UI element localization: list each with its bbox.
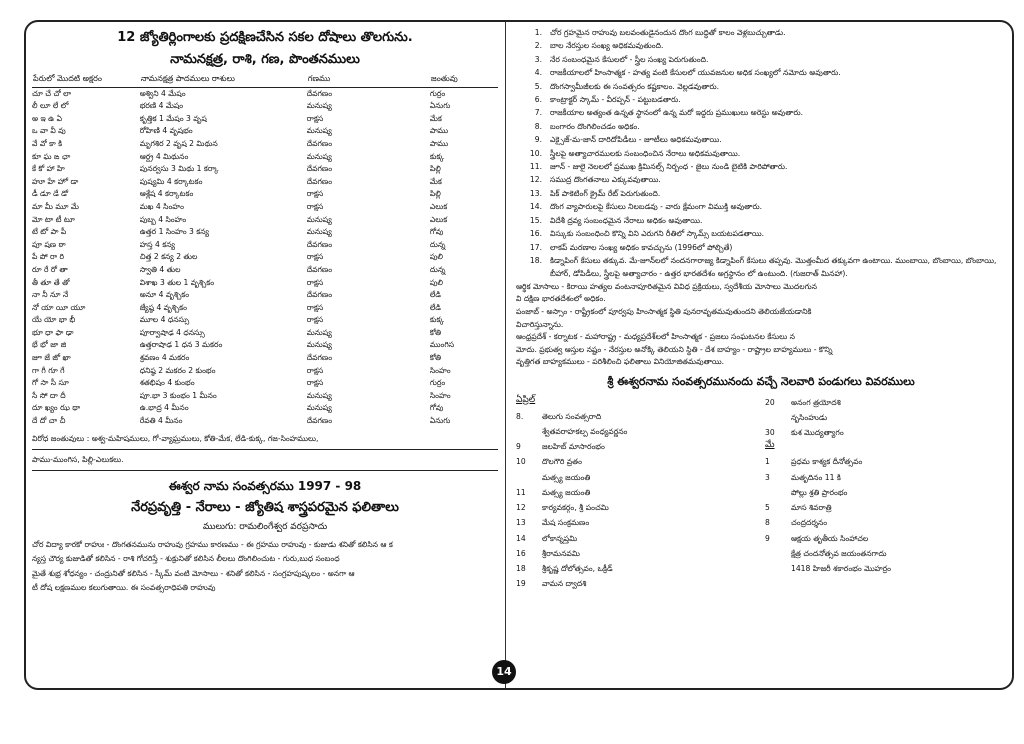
festival-column-april	[516, 395, 757, 591]
cell-letters: సే సో దా దీ	[32, 390, 66, 400]
cell-gana: రాక్షస	[306, 252, 324, 262]
cell-nakshatra: శతభిషం 4 కుంభం	[139, 378, 195, 388]
item-text: బాల నేరస్తుల సంఖ్య అధికమవుతుంది.	[550, 41, 664, 51]
list-item	[516, 160, 1006, 173]
festival-name: 1418 హిజరీ శకారంభం మొహర్రం	[791, 563, 891, 573]
festival-name: మతృదినం 11 కి	[791, 472, 841, 482]
festival-entry	[765, 561, 1006, 576]
table-row	[32, 365, 498, 378]
festival-date	[516, 470, 542, 485]
cell-nakshatra: చిత్త 2 కన్య 2 తుల	[139, 252, 198, 262]
cell-letters: మో టా టీ టూ	[32, 214, 75, 224]
table-row	[32, 226, 498, 239]
cell-gana: మనుష్య	[306, 151, 332, 161]
cell-gana: మనుష్య	[306, 340, 332, 350]
festival-date: 9	[765, 533, 770, 543]
crime-section-title: నేరప్రవృత్తి - నేరాలు - జ్యోతిష శాస్త్రపరమైన ఫలితాలు	[131, 499, 399, 515]
paragraph-line: మైతే శుభ్ర శోధన్యం - చంద్రునితో కలిసిన - స్కీమ్ వంటి మోసాలు - శనితో కలిసిన - సంగ్రహపుష్కలం - అనగా ఆ	[32, 568, 355, 578]
paragraph-line: వృత్తిగత బాహ్యకములు - పరిశీలించి ఫలితాలు వినియోజితమవుతాయి.	[516, 357, 725, 367]
item-number: 3.	[534, 54, 542, 64]
festival-date	[765, 485, 791, 500]
cell-animal: సింహం	[429, 365, 451, 375]
cell-animal: పిల్లి	[429, 189, 441, 199]
table-row	[32, 176, 498, 189]
festival-entry	[765, 515, 1006, 530]
festival-date: 8.	[516, 411, 524, 421]
festival-entry	[765, 500, 1006, 515]
paragraph-economic	[516, 281, 1006, 306]
cell-nakshatra: విశాఖ 3 తుల 1 వృశ్చికం	[139, 277, 215, 287]
item-number: 5.	[534, 81, 542, 91]
table-row	[32, 277, 498, 290]
list-item	[516, 80, 1006, 93]
cell-animal: పిల్లి	[429, 164, 441, 174]
item-text: పిక్ పాకెటింగ్ క్రైమ్ రేట్ పెరుగుతుంది.	[550, 188, 661, 198]
cell-letters: జూ జే జో ఖా	[32, 353, 71, 363]
item-number: 2.	[534, 41, 542, 51]
item-number: 18.	[529, 255, 542, 265]
cell-gana: దేవగణం	[306, 138, 333, 148]
table-row	[32, 302, 498, 315]
cell-nakshatra: మృగశిర 2 వృష 2 మిథున	[139, 138, 218, 148]
festival-entry	[516, 576, 757, 591]
cell-gana: రాక్షస	[306, 277, 324, 287]
cell-nakshatra: కృత్తిక 1 మేషం 3 వృష	[139, 113, 207, 123]
cell-nakshatra: ఉత్తరాషాఢ 1 ధన 3 మకరం	[139, 340, 223, 350]
cell-letters: రూ రే రో తా	[32, 264, 68, 274]
cell-nakshatra: శ్రవణం 4 మకరం	[139, 353, 190, 363]
festival-date: 20	[765, 397, 775, 407]
paragraph-line: వి దక్షిణ భారతదేశంలో అధికం.	[516, 294, 606, 304]
item-number: 12.	[529, 175, 542, 185]
intro-paragraph	[32, 538, 498, 596]
festival-name: మత్స్య జయంతి	[542, 472, 591, 482]
festival-entry	[765, 485, 1006, 500]
festival-date: 1	[765, 457, 770, 467]
list-item	[516, 241, 1006, 254]
festival-name: మాస శివరాత్రి	[791, 503, 832, 513]
paragraph-line: విచారిస్తున్నాను.	[516, 319, 564, 329]
cell-animal: గోవు	[429, 227, 444, 237]
cell-nakshatra: ఉ.భాద్ర 4 మీనం	[139, 403, 189, 413]
cell-animal: ముంగిస	[429, 340, 455, 350]
cell-nakshatra: పుబ్బ 4 సింహం	[139, 214, 187, 224]
cell-letters: పే పో రా రి	[32, 252, 64, 262]
festival-entry	[516, 546, 757, 561]
festival-entry	[516, 561, 757, 576]
list-item	[516, 147, 1006, 160]
cell-gana: రాక్షస	[306, 189, 324, 199]
cell-letters: లీ లూ లే లో	[32, 101, 69, 111]
cell-nakshatra: పూ.భా 3 కుంభం 1 మీనం	[139, 390, 217, 400]
festival-entry	[516, 409, 757, 424]
item-text: ఎక్సైజ్-మ-జాన్ దారిదోపిడీలు - జూటీలు అధికమవుతాయి.	[550, 135, 722, 145]
festival-name: శ్వేతవరాహకల్ప వంధ్యవర్ణనం	[542, 427, 628, 437]
cell-gana: రాక్షస	[306, 378, 324, 388]
festival-name: వామన ద్వాదశి	[542, 579, 587, 589]
cell-animal: ఎలుక	[429, 214, 448, 224]
cell-animal: గుర్రం	[429, 88, 446, 98]
cell-nakshatra: ఉత్తర 1 సింహం 3 కన్య	[139, 227, 209, 237]
festival-entry	[516, 470, 757, 485]
cell-nakshatra: హస్త 4 కన్య	[139, 239, 175, 249]
festival-name: తెలుగు సంవత్సరాది	[542, 411, 602, 421]
festival-name: పోల్లు శ్రతి ప్రారంభం	[791, 487, 848, 497]
col-header-nakshatra: నామనక్షత్ర పాదములు రాశులు	[140, 72, 307, 87]
cell-gana: మనుష్య	[306, 403, 332, 413]
cell-nakshatra: మఖ 4 సింహం	[139, 201, 184, 211]
list-item	[516, 227, 1006, 240]
paragraph-states	[516, 331, 1006, 369]
table-row	[32, 264, 498, 277]
list-item	[516, 39, 1006, 52]
table-row	[32, 125, 498, 138]
cell-nakshatra: అశ్విని 4 మేషం	[139, 88, 186, 98]
festival-name: చంద్రదర్శనం	[791, 518, 828, 528]
festival-name: శ్రీరామనవమి	[542, 548, 580, 558]
cell-gana: మనుష్య	[306, 227, 332, 237]
festival-date: 12	[516, 503, 526, 513]
festival-date	[765, 546, 791, 561]
cell-animal: కోతి	[429, 327, 442, 337]
item-number: 11.	[529, 162, 542, 172]
list-item	[516, 120, 1006, 133]
festival-heading: శ్రీ ఈశ్వరనామ సంవత్సరమునందు వచ్చే నెలవారి పండుగలు వివరములు	[607, 374, 915, 388]
cell-gana: దేవగణం	[306, 353, 333, 363]
cell-nakshatra: రేవతి 4 మీనం	[139, 416, 183, 426]
cell-gana: మనుష్య	[306, 126, 332, 136]
list-item	[516, 187, 1006, 200]
cell-nakshatra: పూర్వాషాఢ 4 ధనస్సు	[139, 327, 205, 337]
festival-name: కార్యవకర్గం, శ్రీ పంచమి	[542, 503, 609, 513]
item-number: 4.	[534, 68, 542, 78]
festival-name: జలహిబ్ మాసారంభం	[542, 442, 605, 452]
cell-gana: దేవగణం	[306, 264, 333, 274]
item-text: లాకప్ మరణాల సంఖ్య అధికం కావచ్చును (1996లో పోల్చితే)	[550, 242, 733, 252]
list-item	[516, 66, 1006, 79]
list-item	[516, 53, 1006, 66]
festival-entry	[765, 531, 1006, 546]
cell-letters: నో యా యీ యూ	[32, 302, 86, 312]
cell-nakshatra: ఆశ్లేష 4 కర్కాటకం	[139, 189, 194, 199]
item-text: చోర గ్రహమైన రాహువు బలవంతుడైనందున దొంగ బుద్ధితో కాలం వెళ్లబుచ్చుతాడు.	[550, 28, 786, 37]
item-number: 15.	[529, 215, 542, 225]
festival-date: 5	[765, 503, 770, 513]
cell-nakshatra: ధనిష్ఠ 2 మకరం 2 కుంభం	[139, 365, 216, 375]
cell-letters: భే భో జా జి	[32, 340, 67, 350]
cell-nakshatra: జ్యేష్ఠ 4 వృశ్చికం	[139, 302, 187, 312]
paragraph-line: పంజాబ్ - అస్సాం - రాష్ట్రీకంలో పూర్వపు హింసాత్మక స్థితి పునరావృతమవుతుందని తెలియజేయడానికి	[516, 306, 812, 316]
rule-line	[32, 449, 498, 450]
festival-entry	[516, 485, 757, 500]
column-divider	[505, 22, 506, 688]
festival-name: కుశ మొద్యత్యాగం	[791, 428, 844, 438]
list-item	[516, 173, 1006, 186]
paragraph-line: న్యస్త చౌర్య కుజుడితో కలిసిన - రాశి గోచరిస్తే - శుక్రునితో కలిసిన లీలలు దొంగిలించుట - గురు,బుధ సంబంధ	[32, 554, 340, 564]
table-row	[32, 188, 498, 201]
festival-entry	[765, 425, 1006, 440]
col-header-letters: పేరులో మొదటి అక్షరం	[32, 72, 140, 87]
table-row	[32, 214, 498, 227]
table-row	[32, 100, 498, 113]
cell-gana: మనుష్య	[306, 327, 332, 337]
rule-line	[32, 470, 498, 471]
cell-letters: నా నీ నూ నే	[32, 290, 69, 300]
page-number: 14	[492, 660, 516, 684]
paragraph-line: చోర విద్యా కారకో రాహుః - దొంగతనమును రాహువు గ్రహము కారణము - ఈ గ్రహము రాహువు - కుజుడు శనితో కలిసిన ఆ క	[32, 539, 393, 549]
col-header-gana: గణము	[307, 72, 430, 87]
cell-animal: కోతి	[429, 353, 442, 363]
item-number: 7.	[534, 108, 542, 118]
festival-name: మేష సంక్రమణం	[542, 518, 590, 528]
cell-letters: పూ షణ ఠా	[32, 239, 66, 249]
festival-date	[516, 424, 542, 439]
table-row	[32, 352, 498, 365]
festival-entry	[765, 454, 1006, 469]
cell-animal: ఏనుగు	[429, 416, 451, 426]
cell-nakshatra: పుష్యమి 4 కర్కాటకం	[139, 176, 203, 186]
cell-letters: యే యో భా భీ	[32, 315, 76, 325]
cell-animal: కుక్క	[429, 151, 445, 161]
enemy-animals-line1: విరోధ జంతువులు : అశ్వ-మహిషములు, గో-వ్యాఘ్రములు, కోతి-మేక, లేడి-కుక్క, గజ-సింహములు,	[32, 433, 319, 443]
festival-entry	[516, 531, 757, 546]
month-may: మే	[765, 440, 775, 451]
festival-entry	[516, 500, 757, 515]
cell-animal: సింహం	[429, 390, 451, 400]
cell-nakshatra: ఆర్ద్ర 4 మిథునం	[139, 151, 189, 161]
list-item	[516, 214, 1006, 227]
col-header-animal: జంతువు	[430, 72, 498, 87]
item-text: నేర సంబంధమైన కేసులలో - స్త్రీల సంఖ్య పెరుగుతుంది.	[550, 54, 709, 64]
jyotirlinga-heading: 12 జ్యోతిర్లింగాలకు ప్రదక్షిణచేసిన సకల దోషాలు తొలగును.	[117, 30, 413, 45]
cell-animal: లేడి	[429, 290, 441, 300]
cell-nakshatra: స్వాతి 4 తుల	[139, 264, 181, 274]
festival-date: 14	[516, 533, 526, 543]
table-row	[32, 377, 498, 390]
cell-letters: ఒ వా వీ వు	[32, 126, 66, 136]
festival-date: 11	[516, 487, 526, 497]
festival-entry	[765, 470, 1006, 485]
festival-date: 13	[516, 518, 526, 528]
item-number: 14.	[529, 202, 542, 212]
festival-date: 8	[765, 518, 770, 528]
cell-letters: టే టో పా పీ	[32, 227, 67, 237]
item-text: దొంగ వ్యాపారులపై కేసులు నిలబడవు - వారు క్షేమంగా విముక్తి అవుతారు.	[550, 202, 763, 212]
author-line: ములుగు: రామలింగేశ్వర వరప్రసాదు	[202, 521, 328, 532]
festival-entry	[516, 424, 757, 439]
item-text: రాజకీయాలలో హింసాత్మక - హత్య వంటి కేసులలో యువజనుల అధిక సంఖ్యలో నమోదు అవుతారు.	[550, 68, 841, 78]
cell-animal: పాము	[429, 126, 449, 136]
festival-name: శ్రీకృష్ణ దోలోత్సవం, ఒక్రీడ్	[542, 563, 613, 573]
cell-letters: కూ ఘ ఙ ఛా	[32, 151, 71, 161]
cell-nakshatra: భరణి 4 మేషం	[139, 101, 184, 111]
table-row	[32, 402, 498, 415]
cell-gana: రాక్షస	[306, 365, 324, 375]
list-item	[516, 26, 1006, 39]
table-row	[32, 251, 498, 264]
festival-date	[765, 410, 791, 425]
table-row	[32, 151, 498, 164]
item-number: 8.	[534, 121, 542, 131]
table-row	[32, 289, 498, 302]
cell-animal: ఎలుక	[429, 201, 448, 211]
item-text: దొంగస్వామీజీలకు ఈ సంవత్సరం కష్టకాలం. వెల్లడవుతారు.	[550, 81, 720, 91]
festival-entry	[516, 439, 757, 454]
table-row	[32, 239, 498, 252]
cell-letters: భూ ధా ఫా ఢా	[32, 327, 74, 337]
table-row	[32, 415, 498, 428]
cell-gana: రాక్షస	[306, 302, 324, 312]
year-title: ఈశ్వర నామ సంవత్సరము 1997 - 98	[168, 478, 362, 493]
list-item	[516, 106, 1006, 119]
list-item	[516, 254, 1006, 281]
cell-animal: మేక	[429, 176, 442, 186]
cell-letters: దూ ఖ్యం ఝ థా	[32, 403, 81, 413]
item-text: రాజకీయాల అత్యంత ఉన్నత స్థానంలో ఉన్న మరో ఇద్దరు ప్రముఖులు అరెస్టు అవుతారు.	[550, 108, 804, 118]
festival-date: 9	[516, 442, 521, 452]
item-text: జూన్ - జులై నెలలలో ప్రముఖ క్రిమినల్స్ నిర్బంధ - జైలు నుండి బైటికి పారిపోతారు.	[550, 162, 788, 172]
festival-name: లోకాన్నప్తమి	[542, 533, 578, 543]
festival-name: క్షేత్ర చందనోత్సవ జయంతనగాదు	[791, 548, 887, 558]
cell-gana: దేవగణం	[306, 290, 333, 300]
table-row	[32, 390, 498, 403]
festival-name: అనంగ త్రయోదశి	[791, 397, 841, 407]
festival-date: 19	[516, 579, 526, 589]
cell-nakshatra: రోహిణి 4 వృషభం	[139, 126, 193, 136]
item-text: సముద్ర దొంగతనాలు ఎక్కువవుతాయి.	[550, 175, 661, 185]
festival-entry	[765, 546, 1006, 561]
prediction-list	[516, 26, 1006, 281]
paragraph-punjab	[516, 306, 1006, 331]
festival-name: ఆక్షయ తృతీయ సింహాచల	[791, 533, 869, 543]
cell-animal: గోవు	[429, 403, 444, 413]
enemy-animals-line2: పాము-ముంగిస, పిల్లి-ఎలుకలు.	[32, 454, 124, 464]
table-row	[32, 87, 498, 100]
cell-animal: మేక	[429, 113, 442, 123]
festival-entry	[765, 395, 1006, 410]
item-text: స్త్రీలపై అత్యాచారములకు సంబంధించిన నేరాలు అధికమవుతాయి.	[550, 148, 741, 158]
cell-letters: చూ చే చో లా	[32, 88, 72, 98]
item-number: 1.	[534, 28, 542, 37]
cell-gana: దేవగణం	[306, 176, 333, 186]
cell-animal: లేడి	[429, 302, 441, 312]
festival-entry	[516, 515, 757, 530]
cell-letters: కే కో హా హి	[32, 164, 65, 174]
cell-animal: ఏనుగు	[429, 101, 451, 111]
festival-entry	[516, 454, 757, 469]
table-row	[32, 201, 498, 214]
table-header-row	[32, 72, 498, 87]
cell-animal: పులి	[429, 252, 443, 262]
cell-letters: గో సా సీ సూ	[32, 378, 69, 388]
cell-letters: దే దో చా చీ	[32, 416, 66, 426]
cell-gana: మనుష్య	[306, 214, 332, 224]
festival-date: 18	[516, 563, 526, 573]
list-item	[516, 200, 1006, 213]
table-row	[32, 113, 498, 126]
festival-entry	[765, 410, 1006, 425]
cell-animal: గుర్రం	[429, 378, 446, 388]
cell-gana: దేవగణం	[306, 88, 333, 98]
cell-letters: డీ డూ డే డో	[32, 189, 69, 199]
nakshatra-table	[32, 72, 498, 428]
table-row	[32, 163, 498, 176]
festival-name: మత్స్య జయంతి	[542, 487, 591, 497]
item-text: విస్కుకు సంబంధించి కొన్ని విని ఎరుగని రీతిలో స్కామ్స్ బయటపడతాయి.	[550, 229, 765, 239]
table-row	[32, 339, 498, 352]
festival-name: ప్రధమ కాశ్యక దీనోత్సవం	[791, 457, 863, 467]
festival-date	[765, 561, 791, 576]
cell-gana: మనుష్య	[306, 101, 332, 111]
cell-letters: వే వో కా కి	[32, 138, 63, 148]
item-number: 9.	[534, 135, 542, 145]
nakshatra-table-title: నామనక్షత్ర, రాశి, గణ, పొంతనములు	[170, 52, 360, 67]
paragraph-line: ఆర్థిక మోసాలు - కిరాయి హత్యల వంటనాపూరితమైన వివిధ ప్రక్రియలు, స్వదేశీయ మోసాలు మొదలగున	[516, 281, 817, 291]
festival-date: 10	[516, 457, 526, 467]
cell-letters: అ ఇ ఉ ఏ	[32, 113, 63, 123]
cell-gana: మనుష్య	[306, 390, 332, 400]
item-text: కాంట్రాక్టర్ స్కామ్ - వీరప్పన్ - పట్టుబడతారు.	[550, 95, 681, 105]
item-text: విదేశీ ద్రవ్య సంబంధమైన నేరాలు అధికం అవుతాయి.	[550, 215, 703, 225]
table-row	[32, 138, 498, 151]
cell-animal: పాము	[429, 138, 449, 148]
cell-gana: దేవగణం	[306, 239, 333, 249]
item-number: 16.	[529, 229, 542, 239]
item-text: బంగారం దొంగిలించడం అధికం.	[550, 121, 640, 131]
cell-gana: దేవగణం	[306, 416, 333, 426]
table-row	[32, 327, 498, 340]
festival-date: 30	[765, 428, 775, 438]
cell-animal: పులి	[429, 277, 443, 287]
cell-letters: మా మీ మూ మే	[32, 201, 79, 211]
cell-letters: గా గీ గూ గే	[32, 365, 65, 375]
cell-letters: తీ తూ తే తో	[32, 277, 70, 287]
item-number: 13.	[529, 188, 542, 198]
right-column	[516, 26, 1006, 591]
cell-animal: దున్న	[429, 264, 446, 274]
paragraph-line: టీ దోష లక్షణముల కలుగుతాయి. ఈ సంవత్సరాధిపతి రాహువు	[32, 583, 216, 593]
cell-gana: రాక్షస	[306, 201, 324, 211]
paragraph-line: మోదు. ప్రభుత్వ ఆస్తుల నష్టం - నేరస్తుల అనోక్కి తెలియని స్థితి - దేశ బాహ్యం - రాష్ట్రాల బాహ్యములు - కొన్ని	[516, 344, 833, 354]
festival-date: 3	[765, 472, 770, 482]
item-number: 6.	[534, 95, 542, 105]
left-column	[32, 26, 498, 596]
cell-animal: కుక్క	[429, 315, 445, 325]
festival-column-may	[765, 395, 1006, 591]
cell-letters: హూ హే హో డా	[32, 176, 79, 186]
cell-nakshatra: పునర్వసు 3 మిథు 1 కర్కా	[139, 164, 219, 174]
list-item	[516, 133, 1006, 146]
list-item	[516, 93, 1006, 106]
cell-gana: రాక్షస	[306, 113, 324, 123]
month-april: ఏప్రిల్	[516, 394, 536, 405]
item-number: 17.	[529, 242, 542, 252]
cell-nakshatra: అనూ 4 వృశ్చికం	[139, 290, 190, 300]
item-number: 10.	[529, 148, 542, 158]
cell-gana: రాక్షస	[306, 315, 324, 325]
festival-name: దొలగౌరి వ్రతం	[542, 457, 582, 467]
table-row	[32, 314, 498, 327]
paragraph-line: ఆంధ్రప్రదేశ్ - కర్నాటక - మహారాష్ట్ర - మధ్యప్రదేశ్‌లలో హింసాత్మక - ప్రజలు సంఘటనల కేసులు న	[516, 332, 795, 342]
item-text: కిడ్నాపింగ్ కేసులు తక్కువ. మే-జూన్‌లలో నందనగారాజ్య కిడ్నాపింగ్ కేసులు తప్పవు. మొత్తంమీద తక్కువగా ఉంటాయి. ముంబాయి, బొంబాయి, బొంబాయి, బీహార్, డోపిడీలు, స్త్రీలపై అత్యాచారం - ఉత్తర భారతదేశం అగ్రస్థానం లో ఉంటుంది. (గుజరాత్ మినహా).	[550, 255, 997, 279]
cell-animal: దున్న	[429, 239, 446, 249]
cell-nakshatra: మూల 4 ధనస్సు	[139, 315, 190, 325]
festival-date: 16	[516, 548, 526, 558]
festival-name: నృసింహుడు	[791, 413, 828, 423]
cell-gana: దేవగణం	[306, 164, 333, 174]
